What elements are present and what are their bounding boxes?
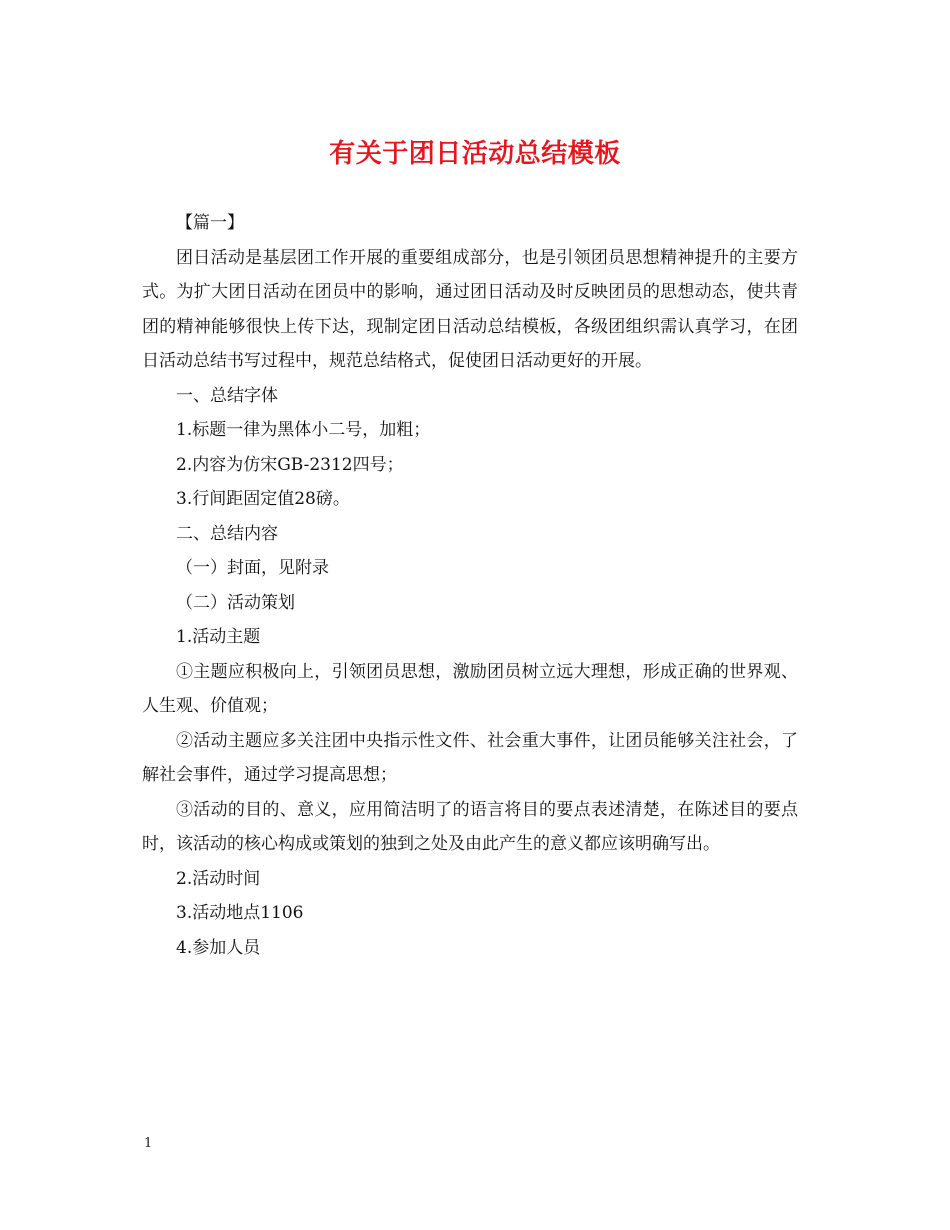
list-item: 4.参加人员 (176, 937, 261, 958)
list-item: 3.行间距固定值28磅。 (176, 489, 350, 509)
section-heading: 二、总结内容 (176, 523, 278, 544)
section-heading: 【篇一】 (176, 213, 244, 233)
page-number: 1 (144, 1136, 153, 1151)
intro-paragraph: 团日活动是基层团工作开展的重要组成部分，也是引领团员思想精神提升的主要方式。为扩大团日活动在团员中的影响，通过团日活动及时反映团员的思想动态，使共青团的精神能够很快上传下达，现制定团日活动总结模板，各级团组织需认真学习，在团日活动总结书写过程中，规范总结格式，促使团日活动更好的开展。 (142, 247, 798, 371)
section-heading: 一、总结字体 (176, 385, 278, 406)
list-item: 3.活动地点1106 (176, 903, 304, 923)
list-item: 1.活动主题 (176, 627, 261, 647)
list-item: 2.活动时间 (176, 868, 261, 889)
subsection-heading: （二）活动策划 (176, 592, 295, 613)
document-title: 有关于团日活动总结模板 (329, 139, 621, 169)
document-body (142, 206, 798, 965)
subsection-heading: （一）封面，见附录 (176, 558, 329, 578)
list-item: 1.标题一律为黑体小二号，加粗； (176, 420, 431, 440)
paragraph: ①主题应积极向上，引领团员思想，激励团员树立远大理想，形成正确的世界观、人生观、价值观； (142, 661, 798, 716)
list-item: 2.内容为仿宋GB-2312四号； (176, 454, 404, 475)
paragraph: ③活动的目的、意义，应用简洁明了的语言将目的要点表述清楚，在陈述目的要点时，该活动的核心构成或策划的独到之处及由此产生的意义都应该明确写出。 (142, 799, 798, 854)
paragraph: ②活动主题应多关注团中央指示性文件、社会重大事件，让团员能够关注社会，了解社会事件，通过学习提高思想； (142, 730, 798, 785)
